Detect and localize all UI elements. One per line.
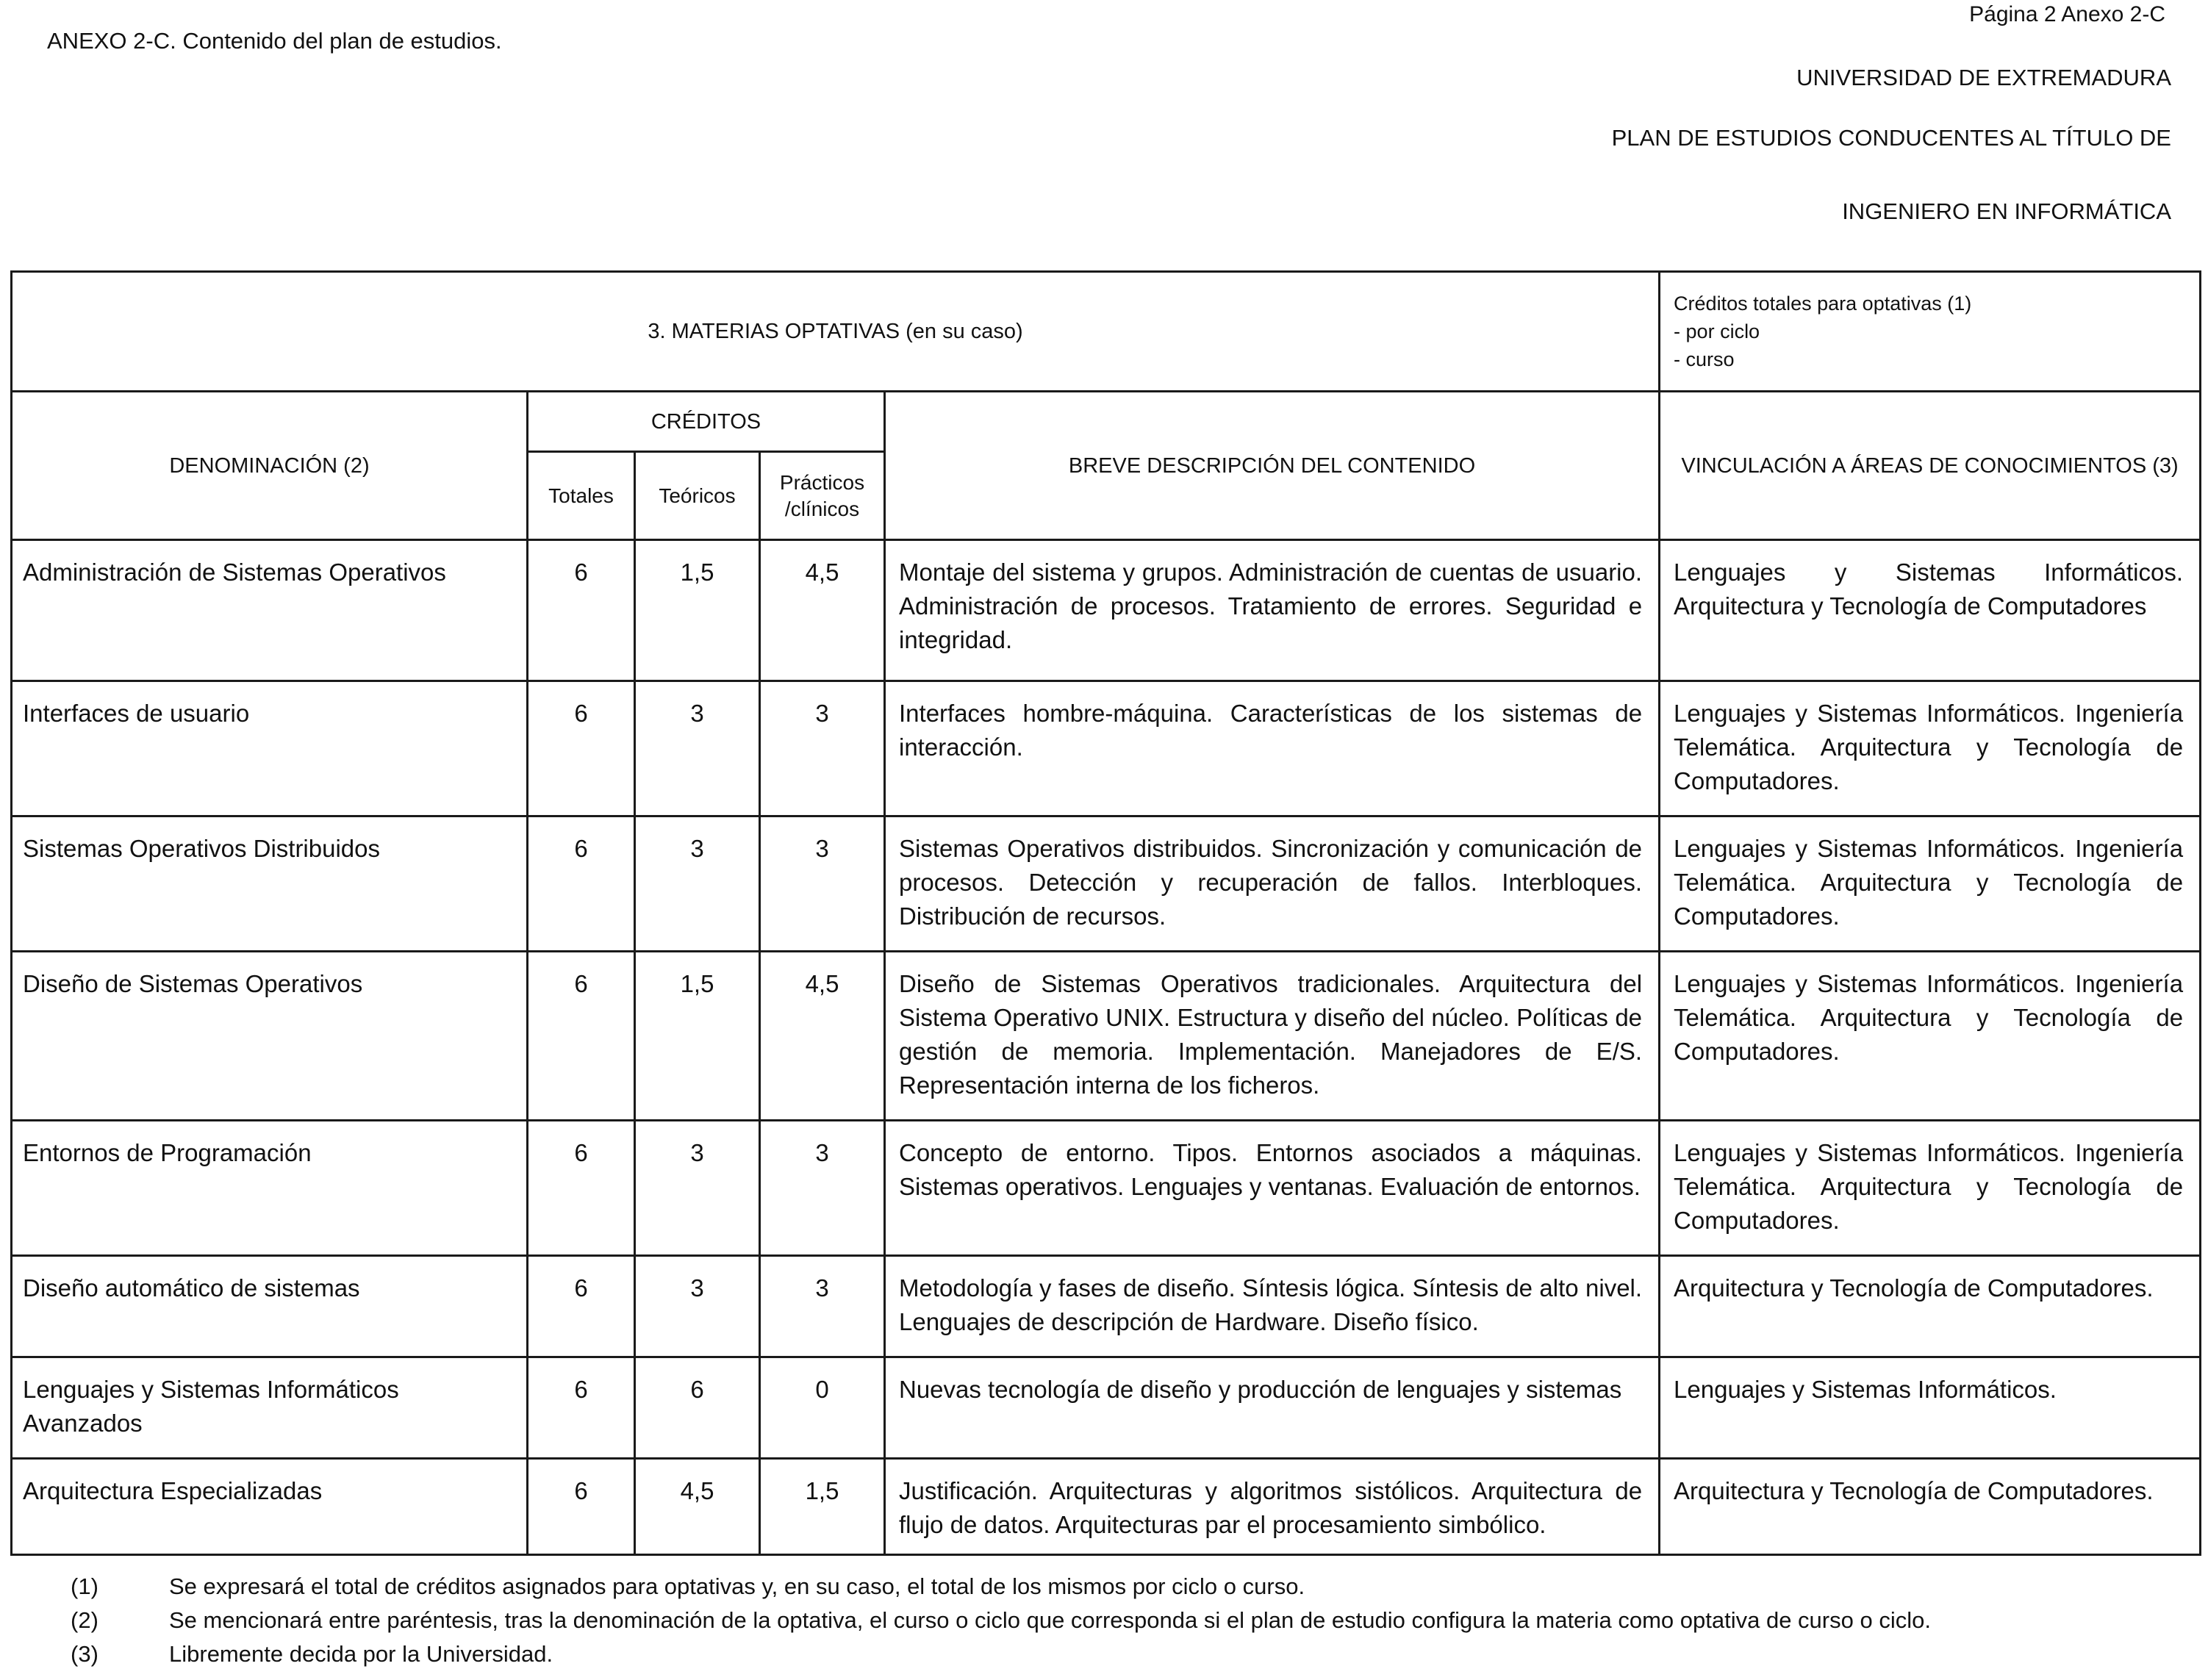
subject-description: Montaje del sistema y grupos. Administración de cuentas de usuario. Administración de procesos. Tratamiento de errores. Seguridad e integridad. [885, 540, 1660, 681]
footnote-number: (2) [71, 1607, 98, 1633]
credits-per-cycle-line: - por ciclo [1674, 320, 1760, 342]
credits-totales: 6 [528, 681, 635, 816]
table-row [12, 1357, 2201, 1459]
subject-description: Concepto de entorno. Tipos. Entornos asociados a máquinas. Sistemas operativos. Lenguajes y ventanas. Evaluación de entornos. [885, 1121, 1660, 1256]
credits-teoricos: 3 [635, 681, 760, 816]
col-header-name: DENOMINACIÓN (2) [12, 392, 528, 540]
credits-practicos: 4,5 [760, 540, 885, 681]
subject-name: Interfaces de usuario [12, 681, 528, 816]
footnotes [71, 1570, 1931, 1671]
credits-practicos: 3 [760, 816, 885, 952]
annex-title: ANEXO 2-C. Contenido del plan de estudios. [47, 28, 502, 54]
col-header-credits: CRÉDITOS [528, 392, 885, 452]
col-header-knowledge-areas: VINCULACIÓN A ÁREAS DE CONOCIMIENTOS (3) [1660, 392, 2201, 540]
table-row [12, 1459, 2201, 1555]
table-row [12, 1256, 2201, 1357]
credits-totales: 6 [528, 1357, 635, 1459]
footnote-text: Se expresará el total de créditos asignados para optativas y, en su caso, el total de los mismos por ciclo o curso. [169, 1573, 1305, 1599]
footnote [71, 1637, 1931, 1671]
credits-teoricos: 4,5 [635, 1459, 760, 1555]
credits-practicos: 3 [760, 681, 885, 816]
plan-title: PLAN DE ESTUDIOS CONDUCENTES AL TÍTULO DE [1611, 125, 2171, 151]
subject-description: Justificación. Arquitecturas y algoritmos sistólicos. Arquitectura de flujo de datos. Arquitecturas par el procesamiento simbólico. [885, 1459, 1660, 1555]
optional-subjects-table [10, 270, 2201, 1556]
credits-practicos: 3 [760, 1121, 885, 1256]
credits-teoricos: 1,5 [635, 540, 760, 681]
credits-teoricos: 3 [635, 1256, 760, 1357]
degree-title: INGENIERO EN INFORMÁTICA [1842, 198, 2171, 224]
credits-practicos: 3 [760, 1256, 885, 1357]
subject-description: Nuevas tecnología de diseño y producción de lenguajes y sistemas [885, 1357, 1660, 1459]
table-row [12, 952, 2201, 1121]
credits-totales: 6 [528, 540, 635, 681]
footnote [71, 1570, 1931, 1604]
subject-name: Lenguajes y Sistemas Informáticos Avanzados [12, 1357, 528, 1459]
credits-practicos: 0 [760, 1357, 885, 1459]
col-header-practicos-line1: Prácticos [779, 470, 865, 494]
footnote-number: (1) [71, 1573, 98, 1599]
knowledge-area: Lenguajes y Sistemas Informáticos. Ingeniería Telemática. Arquitectura y Tecnología de Computadores. [1660, 681, 2201, 816]
university-name: UNIVERSIDAD DE EXTREMADURA [1796, 65, 2171, 90]
credits-practicos: 4,5 [760, 952, 885, 1121]
column-header-row [12, 392, 2201, 452]
subject-name: Diseño de Sistemas Operativos [12, 952, 528, 1121]
knowledge-area: Lenguajes y Sistemas Informáticos. [1660, 1357, 2201, 1459]
subject-name: Administración de Sistemas Operativos [12, 540, 528, 681]
subject-description: Diseño de Sistemas Operativos tradicionales. Arquitectura del Sistema Operativo UNIX. Estructura y diseño del núcleo. Políticas de gestión de memoria. Implementación. Manejadores de E/S. Representación interna de los ficheros. [885, 952, 1660, 1121]
credits-teoricos: 3 [635, 1121, 760, 1256]
credits-teoricos: 1,5 [635, 952, 760, 1121]
table-row [12, 816, 2201, 952]
credits-totales: 6 [528, 1121, 635, 1256]
subject-name: Sistemas Operativos Distribuidos [12, 816, 528, 952]
section-title: 3. MATERIAS OPTATIVAS (en su caso) [12, 272, 1660, 392]
table-row [12, 681, 2201, 816]
footnote-number: (3) [71, 1641, 98, 1667]
subject-description: Metodología y fases de diseño. Síntesis lógica. Síntesis de alto nivel. Lenguajes de descripción de Hardware. Diseño físico. [885, 1256, 1660, 1357]
credits-totales: 6 [528, 1256, 635, 1357]
footnote [71, 1604, 1931, 1637]
credits-practicos: 1,5 [760, 1459, 885, 1555]
section-header-row [12, 272, 2201, 392]
knowledge-area: Lenguajes y Sistemas Informáticos. Ingeniería Telemática. Arquitectura y Tecnología de Computadores. [1660, 952, 2201, 1121]
subject-name: Entornos de Programación [12, 1121, 528, 1256]
credits-totales: 6 [528, 1459, 635, 1555]
col-header-description: BREVE DESCRIPCIÓN DEL CONTENIDO [885, 392, 1660, 540]
knowledge-area: Lenguajes y Sistemas Informáticos. Ingeniería Telemática. Arquitectura y Tecnología de Computadores. [1660, 1121, 2201, 1256]
subject-name: Arquitectura Especializadas [12, 1459, 528, 1555]
col-header-teoricos: Teóricos [635, 452, 760, 540]
page-number-label: Página 2 Anexo 2-C [1969, 2, 2165, 26]
credits-teoricos: 6 [635, 1357, 760, 1459]
subject-name: Diseño automático de sistemas [12, 1256, 528, 1357]
credits-totales: 6 [528, 952, 635, 1121]
subject-description: Interfaces hombre-máquina. Características de los sistemas de interacción. [885, 681, 1660, 816]
knowledge-area: Arquitectura y Tecnología de Computadores. [1660, 1459, 2201, 1555]
credits-totales: 6 [528, 816, 635, 952]
col-header-practicos-line2: /clínicos [784, 497, 860, 520]
knowledge-area: Arquitectura y Tecnología de Computadores. [1660, 1256, 2201, 1357]
footnote-text: Se mencionará entre paréntesis, tras la denominación de la optativa, el curso o ciclo que corresponda si el plan de estudio configura la materia como optativa de curso o ciclo. [169, 1607, 1931, 1633]
table-row [12, 1121, 2201, 1256]
credits-total-line: Créditos totales para optativas (1) [1674, 292, 1972, 315]
credits-total-box [1660, 272, 2201, 392]
col-header-practicos [760, 452, 885, 540]
knowledge-area: Lenguajes y Sistemas Informáticos. Ingeniería Telemática. Arquitectura y Tecnología de Computadores. [1660, 816, 2201, 952]
knowledge-area: Lenguajes y Sistemas Informáticos. Arquitectura y Tecnología de Computadores [1660, 540, 2201, 681]
footnote-text: Libremente decida por la Universidad. [169, 1641, 553, 1667]
subject-description: Sistemas Operativos distribuidos. Sincronización y comunicación de procesos. Detección y recuperación de fallos. Interbloques. Distribución de recursos. [885, 816, 1660, 952]
credits-teoricos: 3 [635, 816, 760, 952]
credits-per-course-line: - curso [1674, 348, 1735, 370]
col-header-totales: Totales [528, 452, 635, 540]
table-row [12, 540, 2201, 681]
